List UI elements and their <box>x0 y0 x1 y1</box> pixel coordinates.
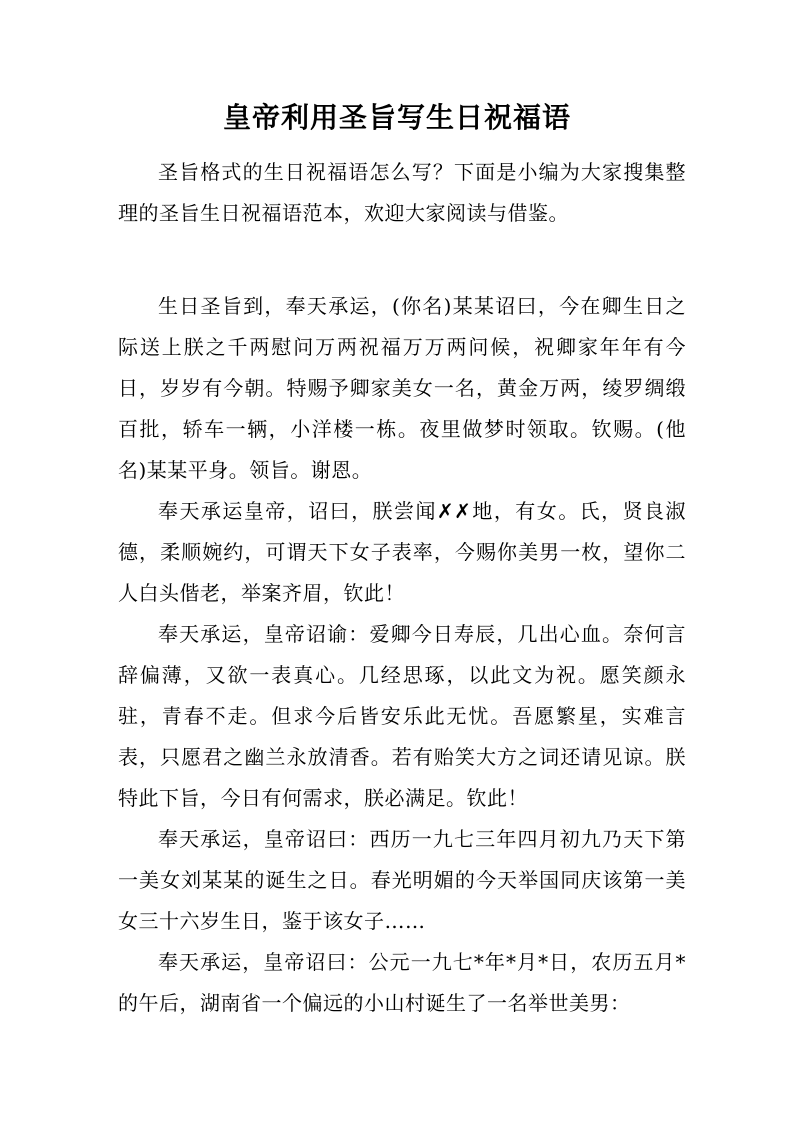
document-body <box>118 152 686 1024</box>
body-paragraph: 生日圣旨到，奉天承运，(你名)某某诏曰，今在卿生日之际送上朕之千两慰问万两祝福万万两问候，祝卿家年年有今日，岁岁有今朝。特赐予卿家美女一名，黄金万两，绫罗绸缎百批，轿车一辆，小洋楼一栋。夜里做梦时领取。钦赐。(他名)某某平身。领旨。谢恩。 <box>118 294 686 482</box>
body-paragraph: 奉天承运皇帝，诏曰，朕尝闻✗✗地，有女。氏，贤良淑德，柔顺婉约，可谓天下女子表率，今赐你美男一枚，望你二人白头偕老，举案齐眉，钦此！ <box>118 499 686 605</box>
page-title: 皇帝利用圣旨写生日祝福语 <box>222 101 571 134</box>
paragraph-spacer <box>118 234 686 286</box>
intro-paragraph: 圣旨格式的生日祝福语怎么写？下面是小编为大家搜集整理的圣旨生日祝福语范本，欢迎大家阅读与借鉴。 <box>118 160 686 225</box>
body-paragraph: 奉天承运，皇帝诏谕：爱卿今日寿辰，几出心血。奈何言辞偏薄，又欲一表真心。几经思琢，以此文为祝。愿笑颜永驻，青春不走。但求今后皆安乐此无忧。吾愿繁星，实难言表，只愿君之幽兰永放清香。若有贻笑大方之词还请见谅。朕特此下旨，今日有何需求，朕必满足。钦此！ <box>118 622 686 810</box>
body-paragraph: 奉天承运，皇帝诏曰：公元一九七*年*月*日，农历五月*的午后，湖南省一个偏远的小山村诞生了一名举世美男： <box>118 950 686 1015</box>
body-paragraph: 奉天承运，皇帝诏曰：西历一九七三年四月初九乃天下第一美女刘某某的诞生之日。春光明媚的今天举国同庆该第一美女三十六岁生日，鉴于该女子…… <box>118 827 686 933</box>
